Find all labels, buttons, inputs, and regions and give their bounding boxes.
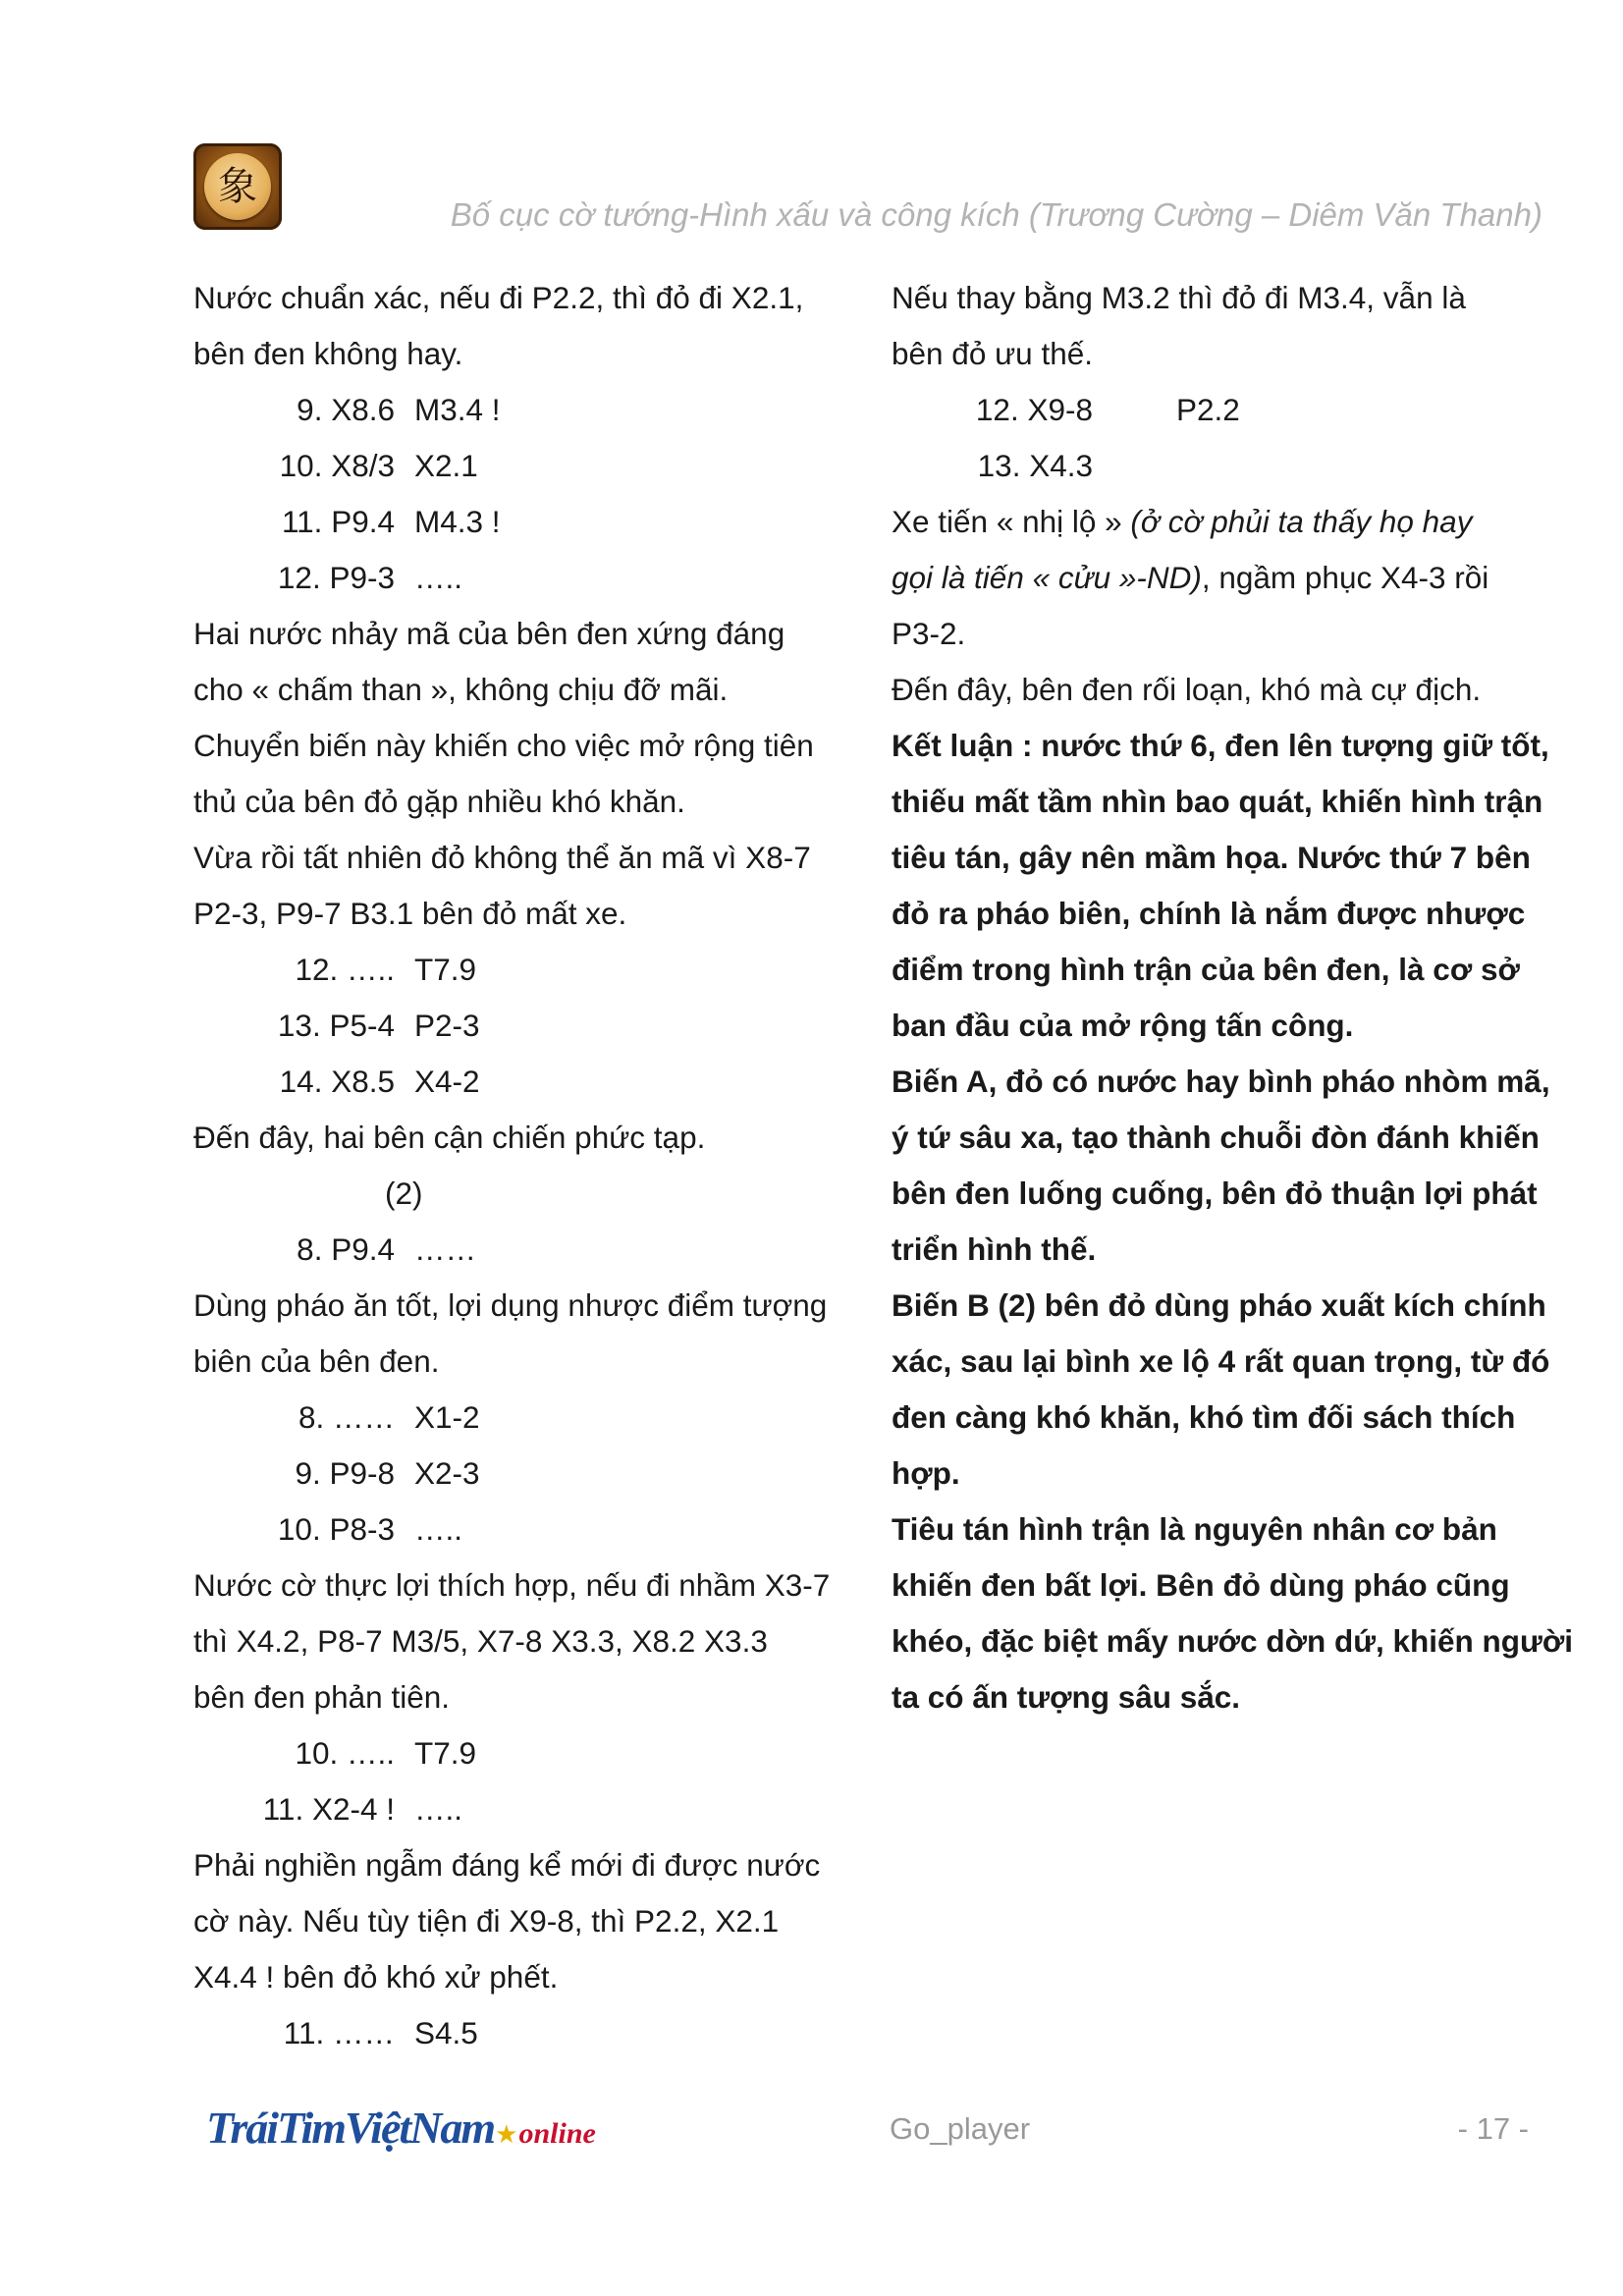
paragraph-line: Nếu thay bằng M3.2 thì đỏ đi M3.4, vẫn là (892, 280, 1466, 315)
italic-note: (ở cờ phủi ta thấy họ hay (1130, 504, 1473, 539)
paragraph-line (892, 550, 1549, 606)
page-number: - 17 - (1457, 2111, 1529, 2146)
move-black: M3.4 ! (414, 392, 501, 427)
conclusion-line: khiến đen bất lợi. Bên đỏ dùng pháo cũng (892, 1567, 1510, 1603)
conclusion-line: bên đen luống cuống, bên đỏ thuận lợi phát (892, 1175, 1538, 1211)
paragraph-line: P3-2. (892, 616, 966, 651)
move-red: 13. P5-4 (277, 1008, 395, 1043)
footer-brand-logo (206, 2102, 596, 2154)
brand-name: TráiTimViệtNam (206, 2103, 495, 2153)
conclusion-line: điểm trong hình trận của bên đen, là cơ sở (892, 952, 1520, 987)
move-row (193, 1054, 861, 1110)
move-red: 8. P9.4 (297, 1231, 395, 1267)
paragraph-line: Hai nước nhảy mã của bên đen xứng đáng (193, 616, 785, 651)
paragraph-line: Nước cờ thực lợi thích hợp, nếu đi nhầm X3-7 (193, 1567, 831, 1603)
conclusion-line: ban đầu của mở rộng tấn công. (892, 1008, 1354, 1043)
conclusion-line: Tiêu tán hình trận là nguyên nhân cơ bản (892, 1511, 1497, 1547)
move-row (193, 438, 861, 494)
move-black: S4.5 (414, 2015, 478, 2050)
italic-note: gọi là tiến « cửu »-ND) (892, 560, 1202, 595)
move-row (193, 1502, 861, 1558)
move-row (193, 942, 861, 998)
move-black: T7.9 (414, 952, 477, 987)
move-black: X2-3 (414, 1455, 480, 1491)
move-red: 12. X9-8 (975, 392, 1093, 427)
paragraph-line: biên của bên đen. (193, 1343, 440, 1379)
text-run: Xe tiến « nhị lộ » (892, 504, 1131, 539)
xiangqi-piece-disc (204, 153, 271, 220)
paragraph-line (892, 494, 1549, 550)
move-red: 9. X8.6 (297, 392, 395, 427)
move-black: P2-3 (414, 1008, 480, 1043)
conclusion-line: ta có ấn tượng sâu sắc. (892, 1679, 1241, 1715)
move-row (193, 1725, 861, 1781)
move-black: …… (414, 1231, 476, 1267)
conclusion-line: khéo, đặc biệt mấy nước dờn dứ, khiến người (892, 1623, 1573, 1659)
conclusion-line: xác, sau lại bình xe lộ 4 rất quan trọng, từ đó (892, 1343, 1550, 1379)
move-red: 12. P9-3 (277, 560, 395, 595)
move-red: 10. X8/3 (279, 448, 395, 483)
conclusion-line: hợp. (892, 1455, 960, 1491)
conclusion-line: tiêu tán, gây nên mầm họa. Nước thứ 7 bên (892, 840, 1531, 875)
variation-label: (2) (385, 1175, 423, 1211)
move-black: X2.1 (414, 448, 478, 483)
move-red: 10. P8-3 (277, 1511, 395, 1547)
conclusion-line: Kết luận : nước thứ 6, đen lên tượng giữ tốt, (892, 728, 1549, 763)
move-red: 9. P9-8 (295, 1455, 395, 1491)
footer-author: Go_player (890, 2111, 1031, 2146)
paragraph-line: thì X4.2, P8-7 M3/5, X7-8 X3.3, X8.2 X3.3 (193, 1623, 768, 1659)
paragraph: Đến đây, bên đen rối loạn, khó mà cự địch. (892, 672, 1482, 707)
move-row (193, 2005, 861, 2061)
move-red: 11. X2-4 ! (262, 1791, 395, 1827)
conclusion-line: thiếu mất tầm nhìn bao quát, khiến hình trận (892, 784, 1543, 819)
xiangqi-piece-glyph: 象 (218, 164, 257, 209)
move-black: P2.2 (1176, 392, 1240, 427)
paragraph-line: bên đen phản tiên. (193, 1679, 450, 1715)
move-row (193, 1781, 861, 1837)
move-red: 13. X4.3 (977, 448, 1093, 483)
move-row (193, 382, 861, 438)
xiangqi-logo-icon (193, 143, 282, 230)
move-black: T7.9 (414, 1735, 477, 1771)
paragraph-line: bên đỏ ưu thế. (892, 336, 1093, 371)
paragraph-line: Chuyển biến này khiến cho việc mở rộng tiên (193, 728, 814, 763)
move-black: X1-2 (414, 1399, 480, 1435)
move-red: 10. ….. (295, 1735, 395, 1771)
right-column (892, 270, 1573, 1725)
paragraph: bên đen không hay. (193, 336, 463, 371)
move-row (892, 382, 1549, 438)
conclusion-line: đen càng khó khăn, khó tìm đối sách thích (892, 1399, 1516, 1435)
paragraph: Nước chuẩn xác, nếu đi P2.2, thì đỏ đi X2.1, (193, 280, 804, 315)
move-row (193, 1222, 861, 1278)
paragraph-line: Dùng pháo ăn tốt, lợi dụng nhược điểm tượng (193, 1287, 828, 1323)
paragraph-line: X4.4 ! bên đỏ khó xử phết. (193, 1959, 559, 1995)
conclusion-line: đỏ ra pháo biên, chính là nắm được nhược (892, 896, 1526, 931)
paragraph-line: thủ của bên đỏ gặp nhiều khó khăn. (193, 784, 685, 819)
move-row (193, 494, 861, 550)
move-red: 11. P9.4 (281, 504, 395, 539)
brand-online: online (518, 2117, 596, 2150)
paragraph-line: Vừa rồi tất nhiên đỏ không thể ăn mã vì X8-7 (193, 840, 811, 875)
move-red: 12. ….. (295, 952, 395, 987)
move-row (193, 1446, 861, 1502)
text-run: , ngầm phục X4-3 rồi (1201, 560, 1489, 595)
conclusion-line: triển hình thế. (892, 1231, 1097, 1267)
move-row (193, 1390, 861, 1446)
paragraph-line: cho « chấm than », không chịu đỡ mãi. (193, 672, 729, 707)
conclusion-line: Biến B (2) bên đỏ dùng pháo xuất kích chính (892, 1287, 1546, 1323)
move-row (193, 998, 861, 1054)
paragraph-line: P2-3, P9-7 B3.1 bên đỏ mất xe. (193, 896, 627, 931)
move-black: ….. (414, 1791, 463, 1827)
move-black: X4-2 (414, 1064, 480, 1099)
move-red: 14. X8.5 (279, 1064, 395, 1099)
running-header-title: Bố cục cờ tướng-Hình xấu và công kích (Trương Cường – Diêm Văn Thanh) (450, 196, 1542, 233)
conclusion-line: ý tứ sâu xa, tạo thành chuỗi đòn đánh khiến (892, 1120, 1540, 1155)
left-column (193, 270, 861, 2061)
paragraph: Đến đây, hai bên cận chiến phức tạp. (193, 1120, 706, 1155)
move-row (892, 438, 1549, 494)
move-black: ….. (414, 1511, 463, 1547)
move-black: ….. (414, 560, 463, 595)
conclusion-line: Biến A, đỏ có nước hay bình pháo nhòm mã, (892, 1064, 1550, 1099)
move-black: M4.3 ! (414, 504, 501, 539)
paragraph-line: cờ này. Nếu tùy tiện đi X9-8, thì P2.2, X2.1 (193, 1903, 780, 1939)
move-red: 8. …… (298, 1399, 395, 1435)
star-icon: ★ (495, 2119, 518, 2149)
move-row (193, 550, 861, 606)
move-red: 11. …… (283, 2015, 395, 2050)
paragraph-line: Phải nghiền ngẫm đáng kể mới đi được nước (193, 1847, 821, 1883)
